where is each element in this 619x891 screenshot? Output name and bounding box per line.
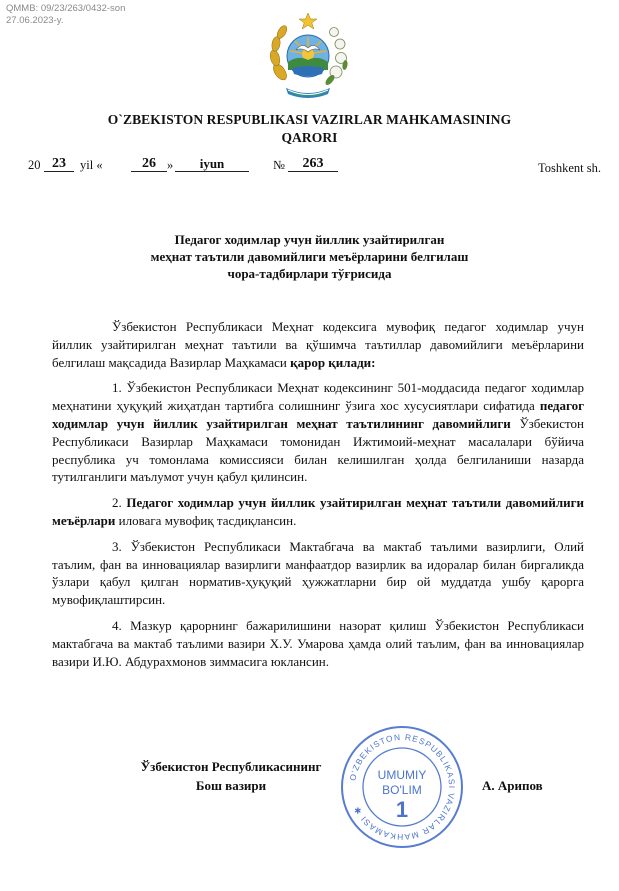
decree-title-line-3: чора-тадбирлари тўғрисида [227, 266, 392, 281]
uzbekistan-state-emblem-icon [262, 10, 354, 102]
svg-text:O'ZBEKISTON RESPUBLIKASI VAZIR: O'ZBEKISTON RESPUBLIKASI VAZIRLAR MAHKAMASI ✱ [347, 731, 458, 843]
paragraph-2-bold: Педагог ходимлар учун йиллик узайтирилган меҳнат таътили давомийлиги меъёрлари [52, 495, 585, 528]
year-suffix: yil « [80, 158, 103, 172]
date-number-line [28, 158, 601, 178]
decree-title-line-2: меҳнат таътили давомийлиги меъёрларини белгилаш [150, 249, 469, 264]
issuer-title: O`ZBEKISTON RESPUBLIKASI VAZIRLAR MAHKAMASINING [107, 112, 512, 127]
month-value: iyun [175, 156, 249, 172]
preamble-text: Ўзбекистон Республикаси Меҳнат кодексига мувофиқ педагог ходимлар учун йиллик узайтирилган меҳнат таътили ва қўшимча таътиллар давомийлиги меъёрларини белгилаш мақсадида Вазирлар Маҳкамаси [52, 319, 584, 370]
preamble-resolution: қарор қилади: [290, 354, 376, 370]
day-suffix: » [167, 158, 174, 172]
svg-text:BO'LIM: BO'LIM [382, 783, 422, 797]
decree-title-line-1: Педагог ходимлар учун йиллик узайтирилган [174, 232, 445, 247]
paragraph-1-bold: педагог ходимлар учун йиллик узайтирилган меҳнат таътилининг давомийлиги [52, 398, 584, 431]
number-label: № [273, 158, 285, 172]
registration-date: 27.06.2023-y. [6, 15, 64, 26]
registration-number: QMMB: 09/23/263/0432-son [6, 3, 126, 14]
official-stamp [338, 723, 466, 851]
paragraph-3: 3. Ўзбекистон Республикаси Мактабгача ва мактаб таълими вазирлиги, Олий таълим, фан ва инновациялар вазирлиги манфаатдор вазирлик ва идоралар билан биргаликда ўзлари қабул қилган норматив-ҳуқуқий ҳужжатларни бир ой муддатда ушбу қарорга мувофиқлаштирсин. [52, 538, 584, 608]
decree-number: 263 [288, 156, 338, 172]
paragraph-2-text: иловага мувофиқ тасдиқлансин. [115, 512, 297, 528]
paragraph-2-prefix: 2. [112, 495, 127, 511]
document-type: QARORI [281, 130, 338, 145]
signatory-name: А. Арипов [482, 778, 543, 793]
signatory-position-line-2: Бош вазири [195, 778, 267, 793]
year-prefix: 20 [28, 158, 41, 172]
paragraph-1 [52, 379, 584, 486]
preamble-paragraph [52, 318, 584, 371]
paragraph-1-text-b: Ўзбекистон Республикаси Вазирлар Маҳкамаси томонидан Ижтимоий-меҳнат масалалари бўйича республика уч томонлама комиссияси билан келишилган ҳолда белгиланиши назарда тутилганлиги маълумот учун қабул қилинсин. [52, 415, 585, 485]
place-of-issue: Toshkent sh. [537, 161, 601, 175]
day-value: 26 [131, 156, 167, 172]
paragraph-4: 4. Мазкур қарорнинг бажарилишини назорат қилиш Ўзбекистон Республикаси мактабгача ва мактаб таълими вазири Х.У. Умарова ҳамда олий таълим, фан ва инновациялар вазири И.Ю. Абдурахмонов зиммасига юклансин. [52, 617, 584, 669]
paragraph-1-text-a: 1. Ўзбекистон Республикаси Меҳнат кодексининг 501-моддасида педагог ходимлар меҳнатини ҳуқуқий жиҳатдан тартибга солишнинг ўзига хос хусусиятлари сифатида [52, 380, 584, 414]
signatory-position [116, 757, 346, 795]
signatory-position-line-1: Ўзбекистон Республикасининг [140, 759, 322, 774]
svg-text:UMUMIY: UMUMIY [377, 768, 427, 782]
svg-text:1: 1 [395, 797, 409, 822]
decree-body [52, 318, 584, 678]
paragraph-2 [52, 494, 584, 530]
year-value: 23 [44, 156, 74, 172]
